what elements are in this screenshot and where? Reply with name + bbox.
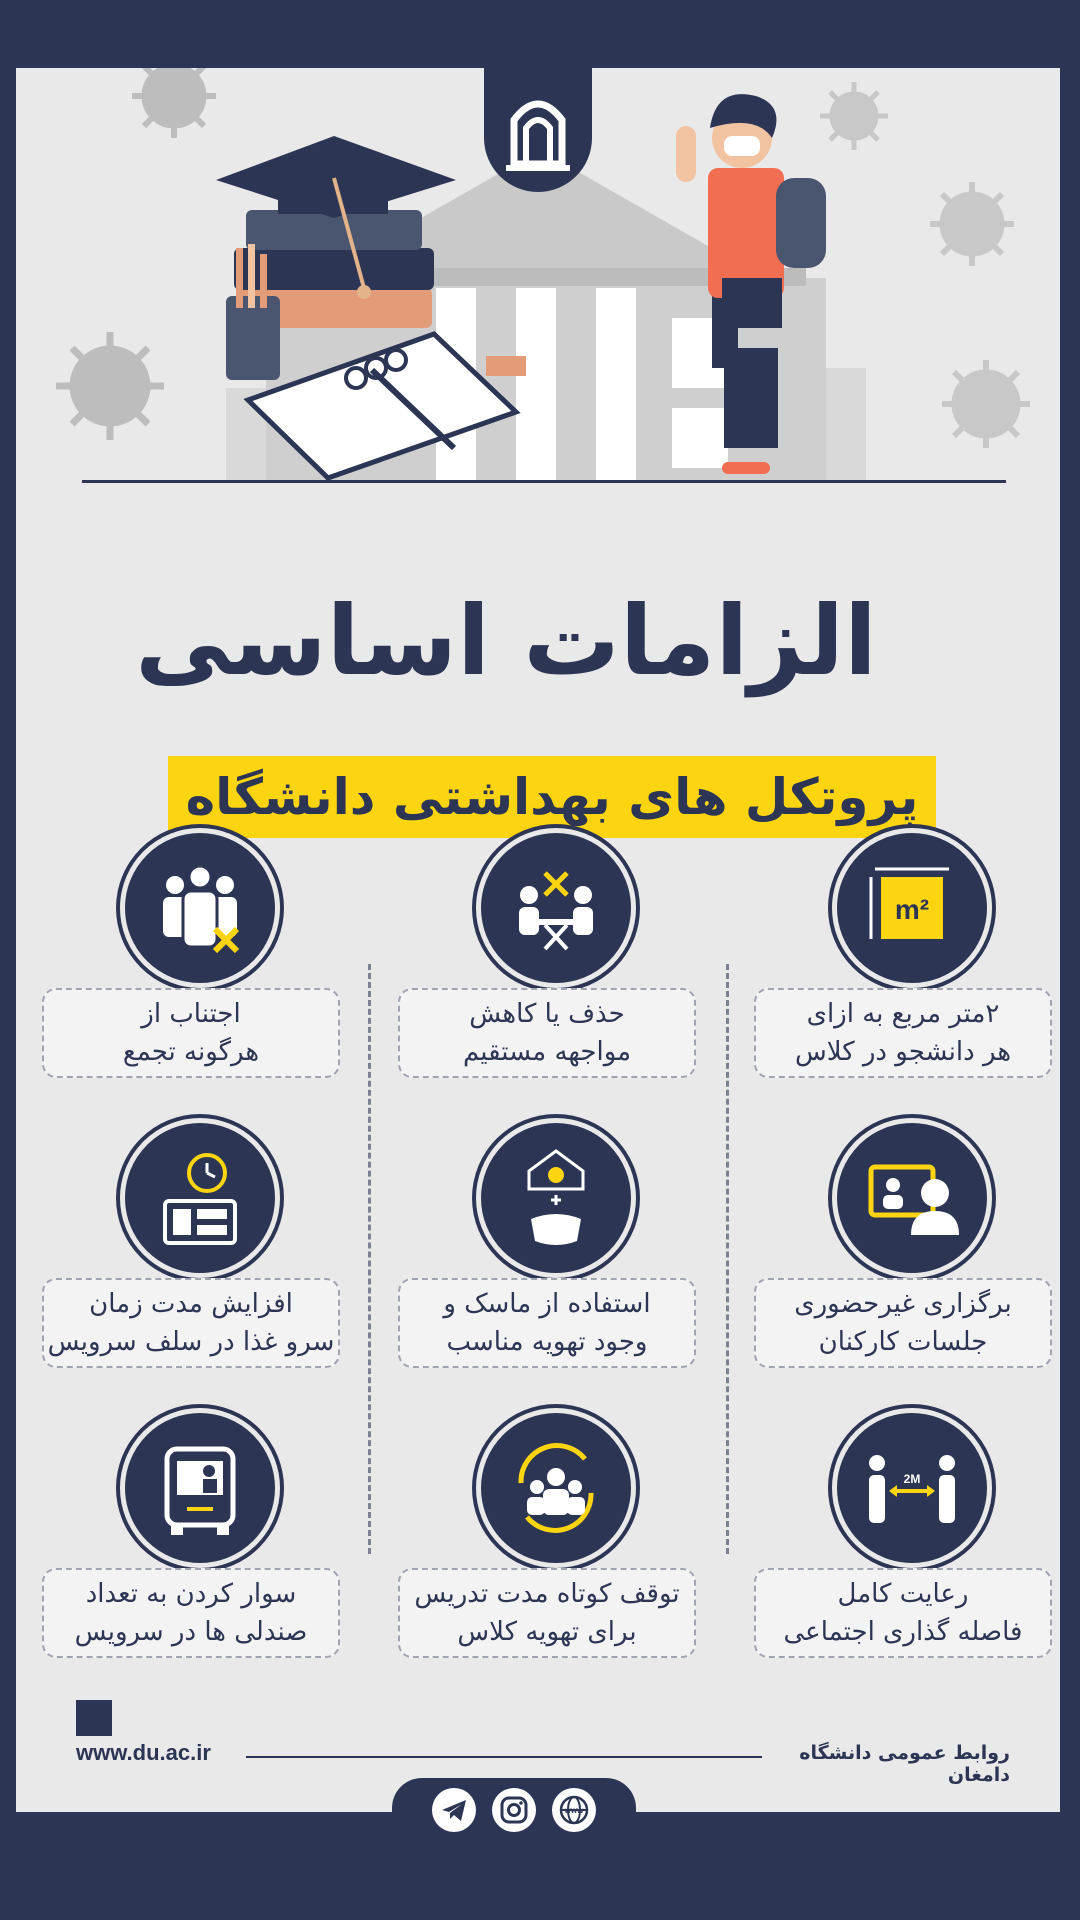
virus-icon: [942, 360, 1030, 448]
virus-icon: [132, 68, 216, 138]
class-ventilation-icon: [476, 1408, 636, 1568]
no-face-to-face-icon: [476, 828, 636, 988]
column-separator: [726, 964, 729, 1554]
protocol-label: رعایت کامل فاصله گذاری اجتماعی: [754, 1568, 1052, 1658]
mask-ventilation-icon: [476, 1118, 636, 1278]
footer-divider: [246, 1756, 762, 1758]
column-separator: [368, 964, 371, 1554]
footer-credit: روابط عمومی دانشگاه دامغان: [799, 1742, 1010, 1786]
instagram-icon[interactable]: [492, 1788, 536, 1832]
protocol-label: حذف یا کاهش مواجهه مستقیم: [398, 988, 696, 1078]
square-meter-icon: [832, 828, 992, 988]
protocol-label: ۲متر مربع به ازای هر دانشجو در کلاس: [754, 988, 1052, 1078]
no-gathering-icon: [120, 828, 280, 988]
virus-icon: [56, 332, 164, 440]
protocol-label: افزایش مدت زمان سرو غذا در سلف سرویس: [42, 1278, 340, 1368]
page-subtitle: پروتکل های بهداشتی دانشگاه: [168, 756, 936, 838]
social-distance-icon: [832, 1408, 992, 1568]
bus-seat-icon: [120, 1408, 280, 1568]
protocol-label: توقف کوتاه مدت تدریس برای تهویه کلاس: [398, 1568, 696, 1658]
protocol-label: برگزاری غیرحضوری جلسات کارکنان: [754, 1278, 1052, 1368]
telegram-icon[interactable]: [432, 1788, 476, 1832]
hero-baseline: [82, 480, 1006, 483]
virus-icon: [820, 82, 888, 150]
university-logo: [484, 68, 592, 192]
svg-text:m²: m²: [894, 894, 930, 925]
website-url[interactable]: www.du.ac.ir: [76, 1740, 211, 1765]
protocol-label: اجتناب از هرگونه تجمع: [42, 988, 340, 1078]
svg-text:www: www: [564, 1806, 584, 1815]
virus-icon: [930, 182, 1014, 266]
online-meeting-icon: [832, 1118, 992, 1278]
infographic-card: [16, 68, 1060, 1812]
protocol-label: سوار کردن به تعداد صندلی ها در سرویس: [42, 1568, 340, 1658]
page-title: الزامات اساسی: [135, 585, 877, 697]
protocol-label: استفاده از ماسک و وجود تهویه مناسب: [398, 1278, 696, 1368]
footer-square: [76, 1700, 112, 1736]
meal-time-icon: [120, 1118, 280, 1278]
svg-text:2M: 2M: [903, 1472, 921, 1486]
website-icon[interactable]: [552, 1788, 596, 1832]
